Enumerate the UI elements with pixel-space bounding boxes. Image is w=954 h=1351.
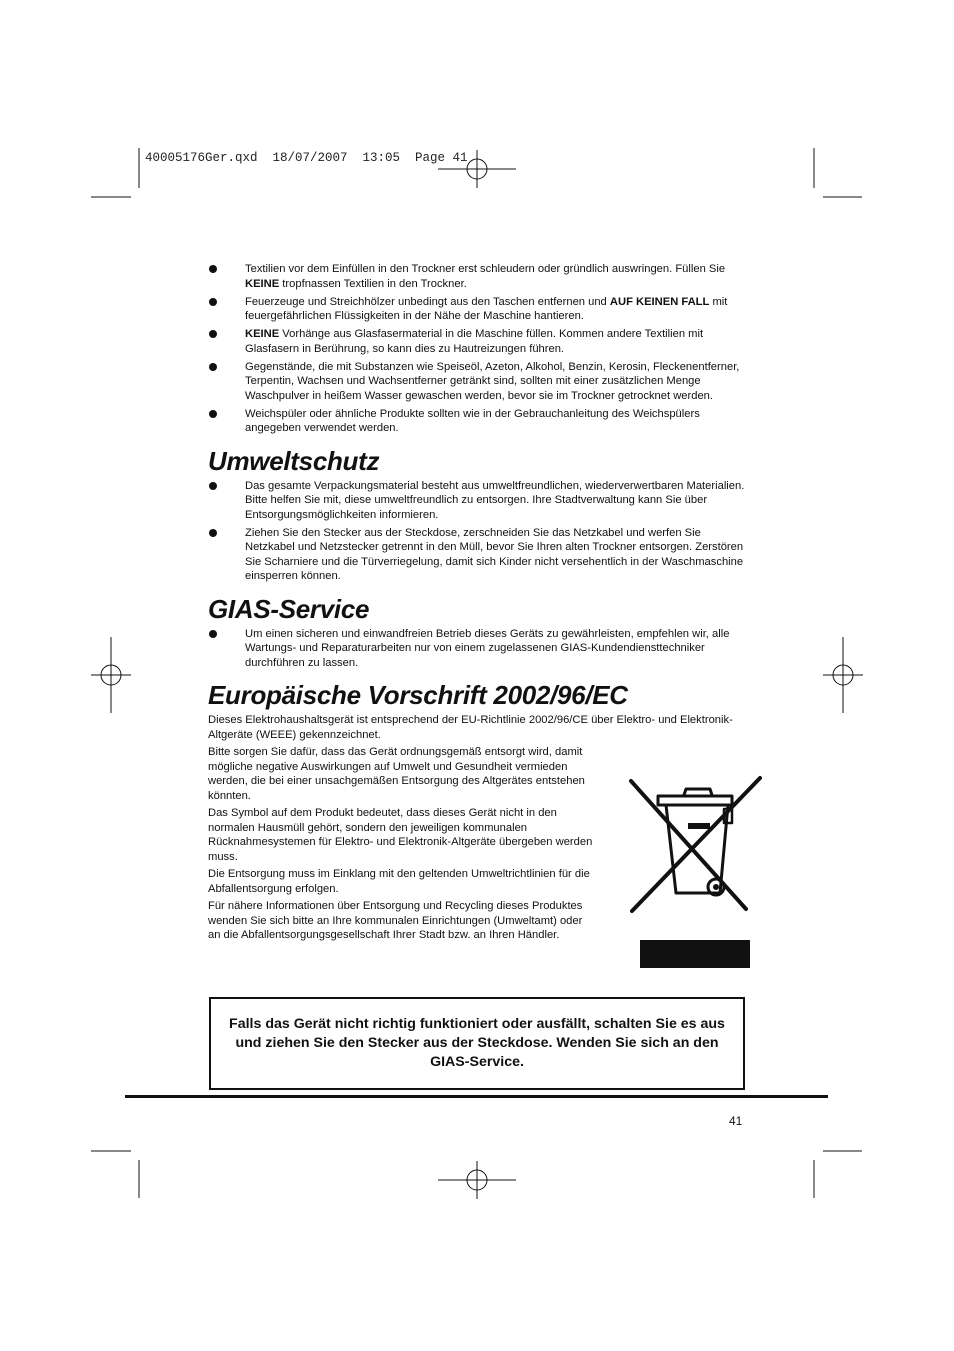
registration-mark-right [823,637,863,713]
weee-paragraph: Die Entsorgung muss im Einklang mit den geltenden Umweltrichtlinien für die Abfallentsorgung erfolgen. [208,868,590,895]
bullet-icon [209,298,217,306]
weee-paragraph: Für nähere Informationen über Entsorgung und Recycling dieses Produktes wenden Sie sich bitte an Ihre kommunalen Einrichtungen (Umweltamt) oder an die Abfallentsorgungsgesellschaft Ihrer Stadt bzw. an Ihren Händler. [208,900,583,941]
print-slug: 40005176Ger.qxd 18/07/2007 13:05 Page 41 [145,151,468,165]
list-item: Ziehen Sie den Stecker aus der Steckdose, zerschneiden Sie das Netzkabel und werfen Sie Netzkabel und Netzstecker getrennt in den Müll, bevor Sie Ihren alten Trockner entsorgen. Zerstören Sie Scharniere und die Türverriegelung, damit sich Kinder nicht versehentlich in der Waschmaschine einsperren können. [208,526,748,584]
symbol-bar [640,940,750,968]
page-number: 41 [729,1114,743,1128]
list-item: Das gesamte Verpackungsmaterial besteht aus umweltfreundlichen, wiederverwertbaren Materialien. Bitte helfen Sie mit, diese umweltfreundlich zu entsorgen. Ihre Stadtverwaltung kann Sie über Entsorgungsmöglichkeiten informieren. [208,479,748,523]
list-item: KEINE Vorhänge aus Glasfasermaterial in die Maschine füllen. Kommen andere Textilien mit Glasfasern in Berührung, so kann dies zu Hautreizungen führen. [208,327,748,356]
list-item: Feuerzeuge und Streichhölzer unbedingt aus den Taschen entfernen und AUF KEINEN FALL mit feuergefährlichen Flüssigkeiten in der Nähe der Maschine hantieren. [208,295,748,324]
intro-bullet-list [208,262,748,436]
registration-mark-bottom [438,1161,516,1199]
bullet-icon [209,630,217,638]
weee-intro: Dieses Elektrohaushaltsgerät ist entsprechend der EU-Richtlinie 2002/96/CE über Elektro- und Elektronik-Altgeräte (WEEE) gekennzeichnet. [208,714,733,741]
list-item: Gegenstände, die mit Substanzen wie Speiseöl, Azeton, Alkohol, Benzin, Kerosin, Fleckenentferner, Terpentin, Wachsen und Wachsentferner getränkt sind, sollten mit einer zusätzlichen Menge Waschpulver in heißem Wasser gewaschen werden, bevor sie im Trockner getrocknet werden. [208,360,748,404]
footer-rule [125,1095,828,1098]
notice-text: Falls das Gerät nicht richtig funktioniert oder ausfällt, schalten Sie es aus und ziehen Sie den Stecker aus der Steckdose. Wenden Sie sich an den GIAS-Service. [229,1016,725,1070]
bullet-icon [209,410,217,418]
heading-umweltschutz: Umweltschutz [208,445,380,476]
list-item: Textilien vor dem Einfüllen in den Trockner erst schleudern oder gründlich auswringen. Füllen Sie KEINE tropfnassen Textilien in den Trockner. [208,262,748,291]
weee-paragraph: Bitte sorgen Sie dafür, dass das Gerät ordnungsgemäß entsorgt wird, damit mögliche negative Auswirkungen auf Umwelt und Gesundheit vermieden werden, die bei einer unsachgemäßen Entsorgung des Altgerätes entstehen könnten. [208,746,585,802]
bullet-icon [209,330,217,338]
bullet-icon [209,482,217,490]
gias-bullet-list [208,627,748,671]
bullet-icon [209,265,217,273]
heading-weee: Europäische Vorschrift 2002/96/EC [208,680,628,710]
weee-paragraph: Das Symbol auf dem Produkt bedeutet, dass dieses Gerät nicht in den normalen Hausmüll gehört, sondern den jeweiligen kommunalen Rücknahmesystemen für Elektro- und Elektronik-Altgeräte übergeben werden muss. [208,807,593,863]
list-item: Um einen sicheren und einwandfreien Betrieb dieses Geräts zu gewährleisten, empfehlen wir, alle Wartungs- und Reparaturarbeiten nur von einem zugelassenen GIAS-Kundendiensttechniker durchführen zu lassen. [208,627,748,671]
registration-mark-left [91,637,131,713]
umweltschutz-bullet-list [208,479,748,584]
crossed-out-wheelie-bin-icon [628,775,764,917]
bullet-icon [209,363,217,371]
heading-gias-service: GIAS-Service [208,593,370,624]
bullet-icon [209,529,217,537]
list-item: Weichspüler oder ähnliche Produkte sollten wie in der Gebrauchanleitung des Weichspülers angegeben verwendet werden. [208,407,748,436]
malfunction-notice [209,997,745,1090]
